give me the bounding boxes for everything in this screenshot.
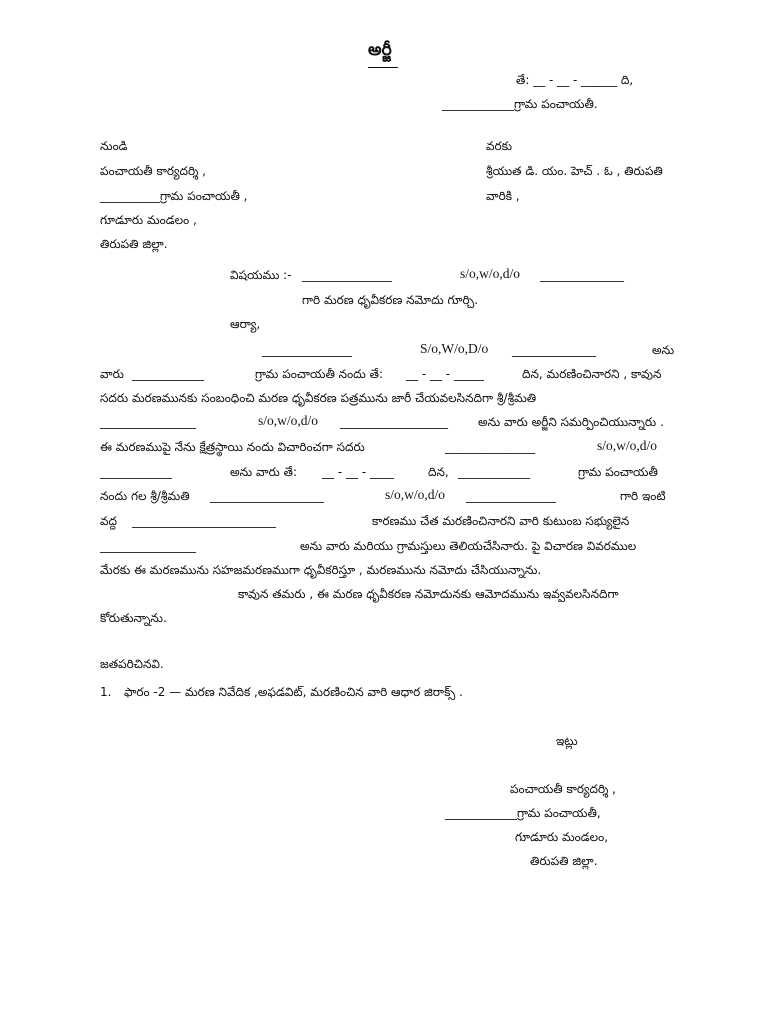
body-blank: ________________ bbox=[100, 539, 196, 553]
subject-line-2: గారి మరణ ధృవీకరణ నమోదు గూర్చి. bbox=[302, 293, 479, 307]
to-line-1: శ్రీయుత డి. యం. హెచ్ . ఓ , తిరుపతి bbox=[486, 164, 663, 178]
subject-label: విషయము :- bbox=[230, 268, 292, 282]
enclosure-number: 1. bbox=[100, 685, 112, 699]
salutation: ఆర్యా, bbox=[230, 317, 261, 331]
body-text: ఈ మరణముపై నేను క్షేత్రస్థాయి నందు విచారించగా సదరు bbox=[100, 440, 365, 454]
body-blank: ___________________ bbox=[210, 489, 324, 503]
from-line-4: తిరుపతి జిల్లా. bbox=[100, 237, 168, 251]
body-text: కారణము చేత మరణించినారని వారి కుటుంబ సభ్యులైన bbox=[372, 514, 630, 528]
from-label: నుండి bbox=[100, 139, 128, 153]
from-line-3: గూడూరు మండలం , bbox=[100, 213, 197, 227]
body-date-blank: __ - __ - ____ bbox=[322, 465, 394, 479]
body-blank: __________________ bbox=[340, 415, 448, 429]
signoff-line-2: ____________గ్రామ పంచాయతీ, bbox=[445, 806, 601, 820]
body-text: మేరకు ఈ మరణమును సహజమరణముగా ధృవీకరిస్తూ , మరణమును నమోదు చేసియున్నాను. bbox=[100, 563, 542, 577]
to-label: వరకు bbox=[486, 139, 513, 153]
body-text: కోరుతున్నాను. bbox=[100, 611, 167, 625]
to-line-2: వారికి , bbox=[486, 189, 520, 203]
body-text: వారు bbox=[100, 367, 124, 381]
body-blank: ____________ bbox=[458, 465, 530, 479]
body-relation: s/o,w/o,d/o bbox=[385, 487, 446, 502]
from-line-1: పంచాయతీ కార్యదర్శి , bbox=[100, 164, 206, 178]
body-text: అను వారు అర్జీని సమర్పించియున్నారు . bbox=[478, 415, 664, 429]
signoff-line-1: పంచాయతీ కార్యదర్శి , bbox=[510, 782, 616, 796]
body-text: వద్ద bbox=[100, 514, 118, 528]
signoff-line-3: గూడూరు మండలం, bbox=[515, 830, 609, 844]
enclosure-item: ఫారం -2 — మరణ నివేదిక ,అఫడవిట్, మరణించిన వారి ఆధార జిరాక్స్ . bbox=[124, 685, 463, 699]
body-text: అను bbox=[652, 343, 675, 357]
signoff-itlu: ఇట్లు bbox=[556, 734, 578, 748]
body-blank: ____________ bbox=[132, 367, 204, 381]
body-text: గారి ఇంటి bbox=[620, 489, 666, 503]
enclosures-label: జతపరిచినవి. bbox=[100, 657, 164, 671]
from-line-2: __________గ్రామ పంచాయతీ , bbox=[100, 189, 248, 203]
body-blank: ________________ bbox=[100, 415, 196, 429]
body-text: దిన, bbox=[428, 465, 449, 479]
subject-blank-2: ______________ bbox=[540, 268, 624, 282]
body-blank: ________________________ bbox=[132, 514, 276, 528]
body-relation: S/o,W/o,D/o bbox=[420, 341, 489, 356]
body-blank: ____________ bbox=[100, 465, 172, 479]
header-panchayat: ____________గ్రామ పంచాయతీ. bbox=[442, 97, 598, 111]
body-blank: _______________ bbox=[445, 440, 535, 454]
body-text: గ్రామ పంచాయతీ bbox=[578, 465, 658, 479]
body-blank: _______________ bbox=[466, 489, 556, 503]
body-relation: s/o,w/o,d/o bbox=[258, 413, 319, 428]
body-text: సదరు మరణమునకు సంబంధించి మరణ ధృవీకరణ పత్రమును జారీ చేయవలసినదిగా శ్రీ/శ్రీమతి bbox=[100, 391, 537, 405]
title-underline bbox=[368, 67, 398, 68]
body-date-blank: __ - __ - _____ bbox=[406, 367, 484, 381]
body-blank: _______________ bbox=[262, 343, 352, 357]
body-text: కావున తమరు , ఈ మరణ ధృవీకరణ నమోదునకు ఆమోదమును ఇవ్వవలసినదిగా bbox=[238, 587, 619, 601]
page-title: అర్జీ bbox=[368, 40, 392, 60]
body-text: అను వారు తే: bbox=[230, 465, 298, 479]
date-line: తే: __ - __ - ______ ది, bbox=[516, 73, 634, 87]
signoff-line-4: తిరుపతి జిల్లా. bbox=[530, 854, 598, 868]
body-blank: ______________ bbox=[512, 343, 596, 357]
body-text: నందు గల శ్రీ/శ్రీమతి bbox=[100, 489, 190, 503]
subject-blank-1: _______________ bbox=[302, 268, 392, 282]
body-text: గ్రామ పంచాయతీ నందు తే: bbox=[255, 367, 383, 381]
subject-relation: s/o,w/o,d/o bbox=[460, 266, 521, 281]
body-text: అను వారు మరియు గ్రామస్తులు తెలియచేసినారు. పై విచారణ వివరముల bbox=[300, 539, 637, 553]
body-text: దిన, మరణించినారని , కావున bbox=[522, 367, 662, 381]
body-relation: s/o,w/o,d/o bbox=[597, 438, 658, 453]
